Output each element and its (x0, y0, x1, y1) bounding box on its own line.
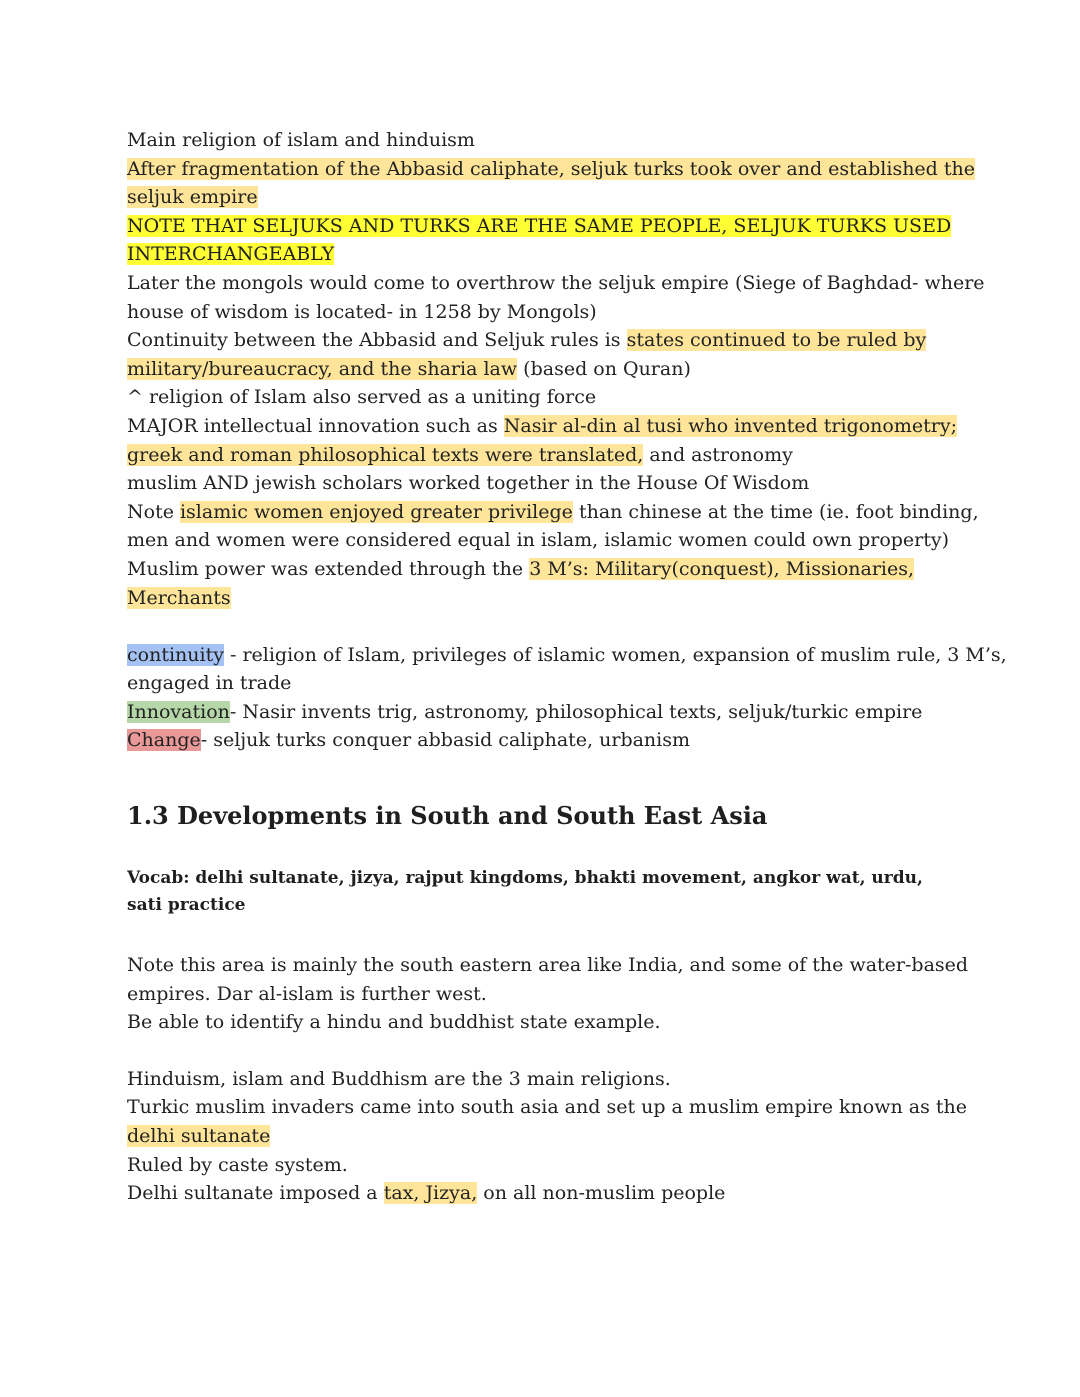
text: on all non-muslim people (477, 1182, 726, 1205)
text-line (127, 441, 957, 470)
summary-block (127, 641, 1007, 755)
section-heading: 1.3 Developments in South and South East Asia (127, 801, 768, 831)
text: than chinese at the time (ie. foot binding, (572, 500, 979, 523)
text: Later the mongols would come to overthrow the seljuk empire (Siege of Baghdad- where (127, 271, 985, 294)
text: Ruled by caste system. (127, 1153, 348, 1176)
highlight-text: islamic women enjoyed greater privilege (179, 500, 573, 523)
continuity-label: continuity (127, 643, 224, 666)
text-line (127, 584, 957, 613)
text-line (127, 126, 957, 155)
spacer (127, 612, 957, 641)
text: Muslim power was extended through the (127, 557, 530, 580)
highlight-text: greek and roman philosophical texts were translated, (127, 443, 644, 466)
text: Continuity between the Abbasid and Seljuk rules is (127, 329, 627, 352)
text-line (127, 298, 957, 327)
highlight-text: 3 M’s: Military(conquest), Missionaries, (529, 557, 915, 580)
highlight-text: states continued to be ruled by (626, 329, 927, 352)
highlight-text: military/bureaucracy, and the sharia law (127, 357, 518, 380)
text-line (127, 1008, 957, 1037)
text-line (127, 555, 957, 584)
text: Be able to identify a hindu and buddhist state example. (127, 1011, 661, 1034)
summary-continuity (127, 641, 1007, 670)
text: - Nasir invents trig, astronomy, philosophical texts, seljuk/turkic empire (229, 700, 923, 723)
highlight-text: After fragmentation of the Abbasid caliphate, seljuk turks took over and established the (127, 157, 975, 180)
text: Note this area is mainly the south eastern area like India, and some of the water-based (127, 954, 969, 977)
text-line (127, 669, 957, 698)
text: Main religion of islam and hinduism (127, 129, 475, 151)
text: empires. Dar al-islam is further west. (127, 982, 487, 1005)
text: engaged in trade (127, 672, 292, 695)
summary-innovation (127, 698, 957, 727)
text-line (127, 951, 969, 980)
text: Turkic muslim invaders came into south asia and set up a muslim empire known as the (127, 1096, 967, 1119)
text-line (127, 1122, 957, 1151)
text-line (127, 383, 957, 412)
highlight-text: NOTE THAT SELJUKS AND TURKS ARE THE SAME PEOPLE, SELJUK TURKS USED (127, 214, 952, 237)
text: Note (127, 500, 180, 523)
text-line (127, 498, 979, 527)
text-line (127, 355, 957, 384)
text: Hinduism, islam and Buddhism are the 3 main religions. (127, 1067, 671, 1090)
text-line (127, 269, 985, 298)
vocab-line: Vocab: delhi sultanate, jizya, rajput kingdoms, bhakti movement, angkor wat, urdu, sati practice (127, 868, 923, 916)
highlight-text: delhi sultanate (127, 1125, 271, 1148)
paragraph-region-note (127, 951, 969, 1037)
highlight-text: Nasir al-din al tusi who invented trigonometry; (503, 414, 957, 437)
text: ^ religion of Islam also served as a uniting force (127, 386, 597, 409)
text-line (127, 155, 975, 184)
highlight-text: tax, Jizya, (383, 1182, 478, 1205)
text: and astronomy (643, 443, 793, 466)
text: Delhi sultanate imposed a (127, 1182, 384, 1205)
text: MAJOR intellectual innovation such as (127, 414, 504, 437)
text-line (127, 412, 957, 441)
text: house of wisdom is located- in 1258 by Mongols) (127, 300, 597, 323)
highlight-text: seljuk empire (127, 186, 258, 209)
text: muslim AND jewish scholars worked together in the House Of Wisdom (127, 472, 810, 495)
text: - religion of Islam, privileges of islamic women, expansion of muslim rule, 3 M’s, (223, 643, 1007, 666)
text-line (127, 469, 957, 498)
document-page (127, 126, 1007, 1208)
highlight-text: Merchants (127, 586, 231, 609)
text: (based on Quran) (517, 357, 691, 380)
text: - seljuk turks conquer abbasid caliphate, urbanism (200, 729, 691, 752)
highlight-text: INTERCHANGEABLY (127, 243, 335, 266)
text-line (127, 1179, 957, 1208)
text-line (127, 212, 957, 241)
text-line (127, 240, 957, 269)
paragraph-abbasid-seljuk (127, 126, 985, 612)
paragraph-delhi-sultanate (127, 1065, 967, 1208)
text: men and women were considered equal in islam, islamic women could own property) (127, 529, 950, 552)
innovation-label: Innovation (127, 700, 230, 723)
summary-change (127, 726, 957, 755)
change-label: Change (127, 729, 201, 752)
text-line (127, 1151, 957, 1180)
text-line (127, 183, 957, 212)
text-line (127, 326, 957, 355)
text-line (127, 1065, 957, 1094)
text-line (127, 980, 957, 1009)
text-line (127, 526, 957, 555)
text-line (127, 1093, 967, 1122)
